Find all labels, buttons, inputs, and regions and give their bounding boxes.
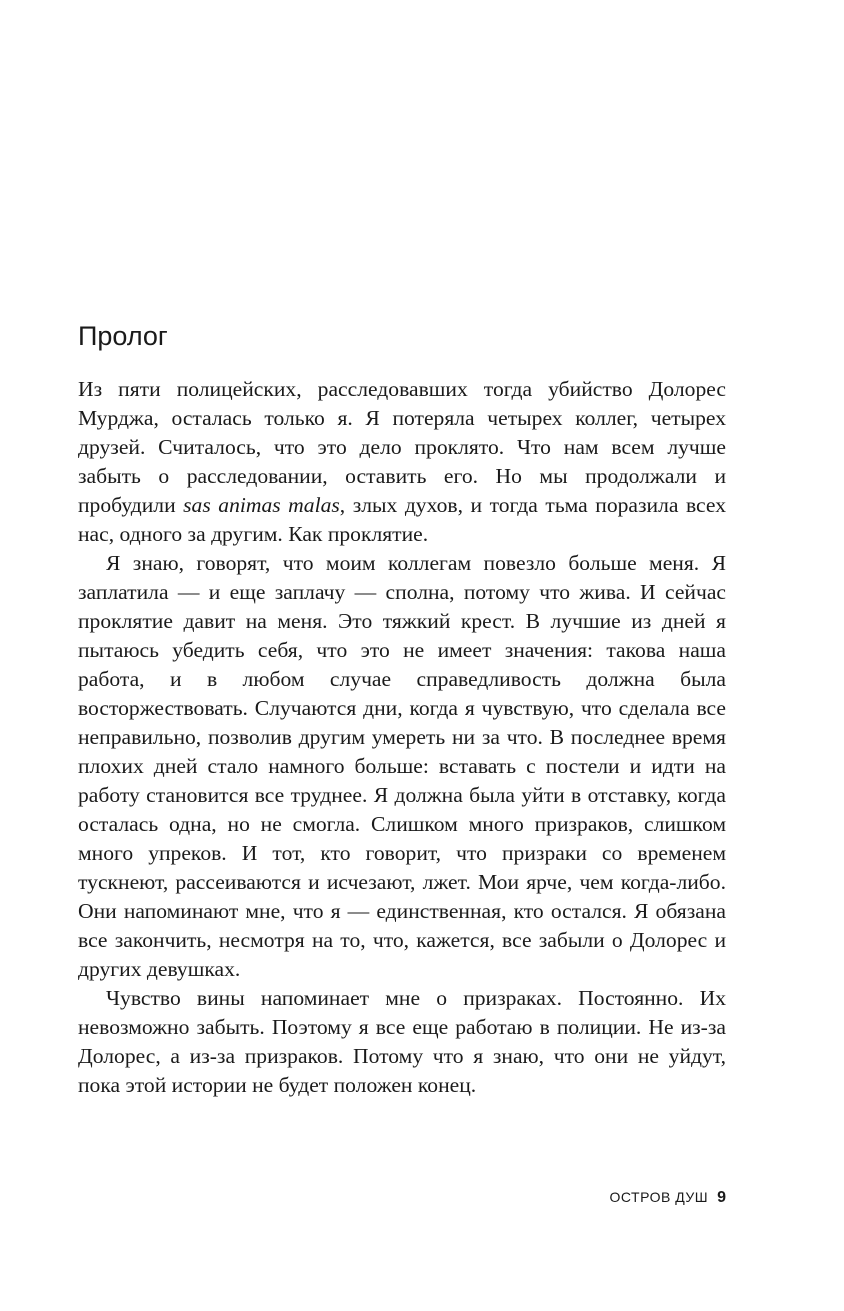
page-footer	[609, 1187, 726, 1208]
paragraph-1	[78, 375, 726, 549]
paragraph-2: Я знаю, говорят, что моим коллегам повезло больше меня. Я заплатила — и еще заплачу — сполна, потому что жива. И сейчас проклятие давит на меня. Это тяжкий крест. В лучшие из дней я пытаюсь убедить себя, что это не имеет значения: такова наша работа, и в любом случае справедливость должна была восторжествовать. Случаются дни, когда я чувствую, что сделала все неправильно, позволив другим умереть ни за что. В последнее время плохих дней стало намного больше: вставать с постели и идти на работу становится все труднее. Я должна была уйти в отставку, когда осталась одна, но не смогла. Слишком много призраков, слишком много упреков. И тот, кто говорит, что призраки со временем тускнеют, рассеиваются и исчезают, лжет. Мои ярче, чем когда-либо. Они напоминают мне, что я — единственная, кто остался. Я обязана все закончить, несмотря на то, что, кажется, все забыли о Долорес и других девушках.	[78, 551, 726, 981]
running-title: ОСТРОВ ДУШ	[609, 1189, 709, 1205]
paragraph-1-text-end: , злых духов, и тогда тьма поразила всех нас, одного за другим. Как проклятие.	[78, 493, 726, 546]
chapter-title: Пролог	[78, 321, 168, 351]
paragraph-1-italic-phrase: sas animas malas	[183, 493, 340, 517]
paragraph-3: Чувство вины напоминает мне о призраках. Постоянно. Их невозможно забыть. Поэтому я все еще работаю в полиции. Не из-за Долорес, а из-за призраков. Потому что я знаю, что они не уйдут, пока этой истории не будет положен конец.	[78, 986, 726, 1097]
body-text	[78, 375, 726, 1100]
page-number: 9	[717, 1189, 726, 1206]
paragraph-1-text-start: Из пяти полицейских, расследовавших тогда убийство Долорес Мурджа, осталась только я. Я потеряла четырех коллег, четырех друзей. Считалось, что это дело проклято. Что нам всем лучше забыть о расследовании, оставить его. Но мы продолжали и пробудили	[78, 377, 726, 517]
